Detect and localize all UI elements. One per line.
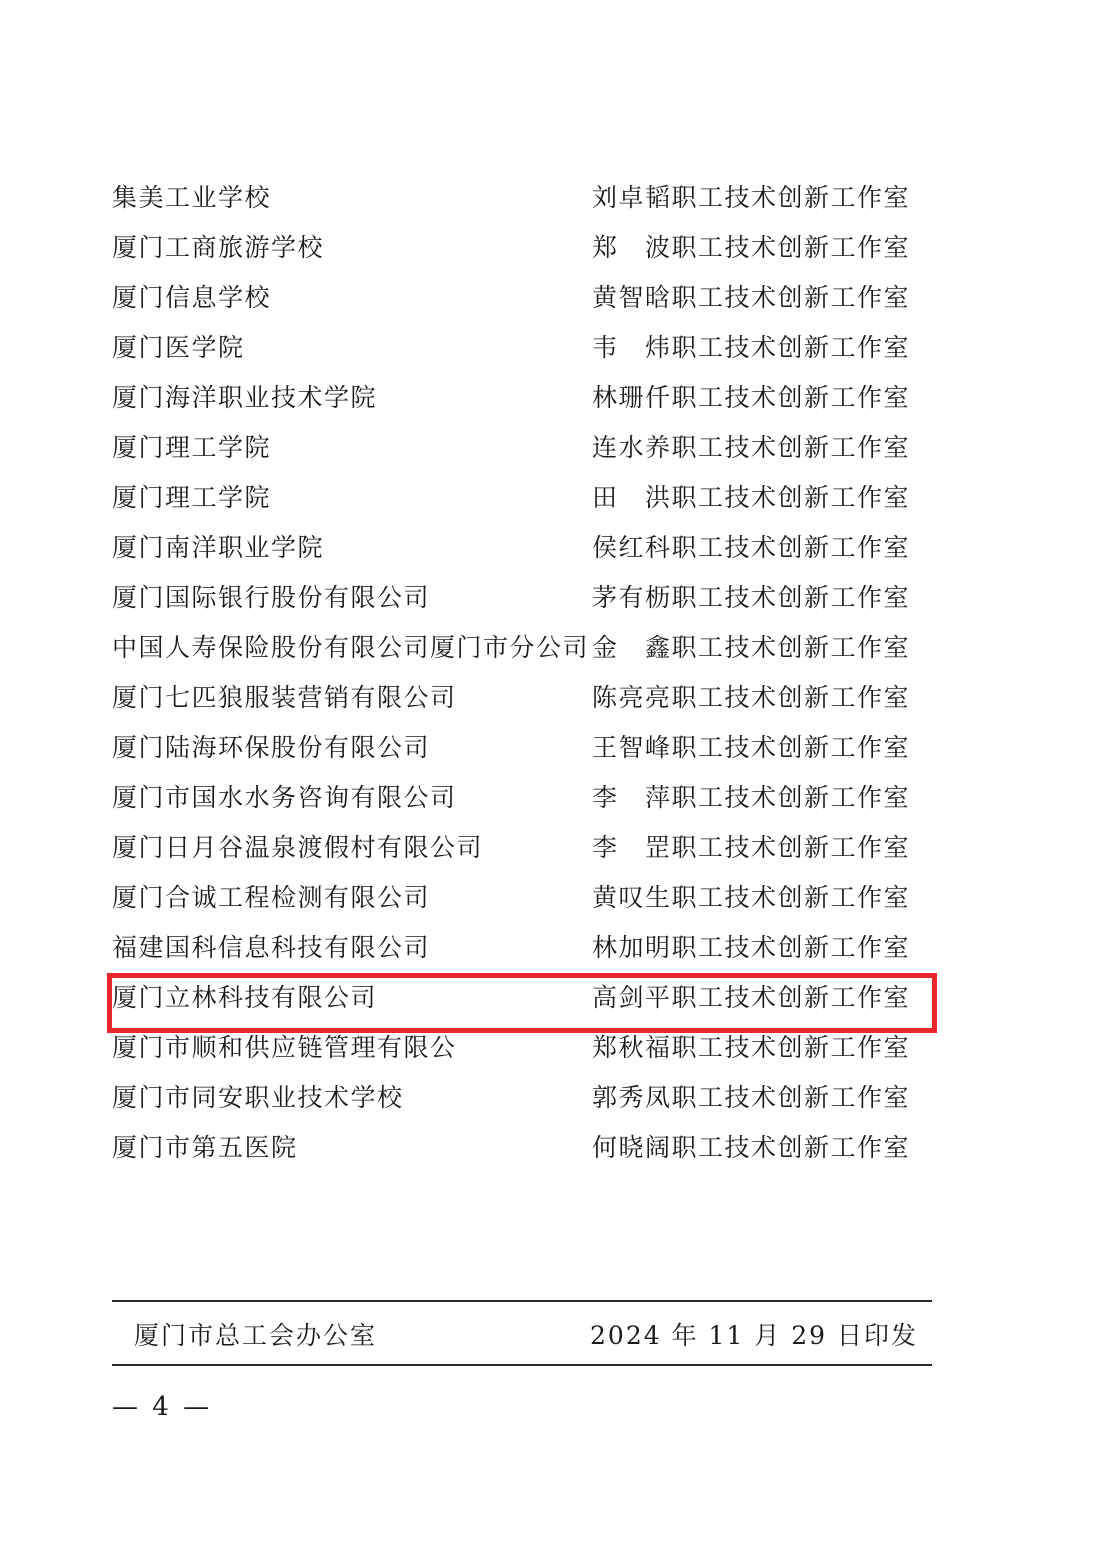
footer-issuer: 厦门市总工会办公室 [134, 1321, 378, 1350]
studio-name: 黄叹生职工技术创新工作室 [592, 883, 911, 912]
organization-name: 厦门立林科技有限公司 [112, 983, 378, 1012]
organization-name: 福建国科信息科技有限公司 [112, 933, 431, 962]
organization-name: 厦门南洋职业学院 [112, 533, 325, 562]
table-row [112, 628, 932, 678]
organization-name: 厦门海洋职业技术学院 [112, 383, 378, 412]
table-row [112, 778, 932, 828]
table-row [112, 378, 932, 428]
organization-name: 厦门信息学校 [112, 283, 272, 312]
studio-name: 郑 波职工技术创新工作室 [592, 233, 911, 262]
studio-name: 侯红科职工技术创新工作室 [592, 533, 911, 562]
organization-name: 厦门理工学院 [112, 483, 272, 512]
organization-name: 厦门市第五医院 [112, 1133, 298, 1162]
organization-name: 中国人寿保险股份有限公司厦门市分公司 [112, 633, 590, 662]
table-row [112, 678, 932, 728]
organization-name: 厦门市国水水务咨询有限公司 [112, 783, 457, 812]
document-footer [112, 1300, 932, 1366]
organization-name: 厦门国际银行股份有限公司 [112, 583, 431, 612]
studio-name: 茅有枥职工技术创新工作室 [592, 583, 911, 612]
page-number: — 4 — [112, 1392, 213, 1422]
studio-name: 郑秋福职工技术创新工作室 [592, 1033, 911, 1062]
table-row [112, 878, 932, 928]
organization-name: 厦门理工学院 [112, 433, 272, 462]
studio-name: 高剑平职工技术创新工作室 [592, 983, 911, 1012]
studio-name: 李 罡职工技术创新工作室 [592, 833, 911, 862]
table-row [112, 728, 932, 778]
table-row [112, 478, 932, 528]
studio-name: 金 鑫职工技术创新工作室 [592, 633, 911, 662]
studio-name: 林加明职工技术创新工作室 [592, 933, 911, 962]
studio-name: 陈亮亮职工技术创新工作室 [592, 683, 911, 712]
table-row [112, 328, 932, 378]
organization-name: 厦门工商旅游学校 [112, 233, 325, 262]
table-row [112, 178, 932, 228]
organization-name: 厦门医学院 [112, 333, 245, 362]
table-row [112, 978, 932, 1028]
table-row [112, 228, 932, 278]
studio-name: 王智峰职工技术创新工作室 [592, 733, 911, 762]
studio-name: 刘卓韬职工技术创新工作室 [592, 183, 911, 212]
table-row [112, 1078, 932, 1128]
studio-list [112, 178, 932, 1178]
footer-content [112, 1302, 932, 1364]
studio-name: 田 洪职工技术创新工作室 [592, 483, 911, 512]
organization-name: 厦门合诚工程检测有限公司 [112, 883, 431, 912]
table-row [112, 1128, 932, 1178]
table-row [112, 278, 932, 328]
table-row [112, 1028, 932, 1078]
studio-name: 郭秀凤职工技术创新工作室 [592, 1083, 911, 1112]
table-row [112, 428, 932, 478]
organization-name: 厦门陆海环保股份有限公司 [112, 733, 431, 762]
organization-name: 集美工业学校 [112, 183, 272, 212]
studio-name: 李 萍职工技术创新工作室 [592, 783, 911, 812]
studio-name: 黄智晗职工技术创新工作室 [592, 283, 911, 312]
studio-name: 韦 炜职工技术创新工作室 [592, 333, 911, 362]
table-row [112, 528, 932, 578]
studio-name: 林珊仟职工技术创新工作室 [592, 383, 911, 412]
footer-bottom-divider [112, 1364, 932, 1366]
table-row [112, 828, 932, 878]
organization-name: 厦门市同安职业技术学校 [112, 1083, 404, 1112]
organization-name: 厦门七匹狼服装营销有限公司 [112, 683, 457, 712]
studio-name: 何晓阔职工技术创新工作室 [592, 1133, 911, 1162]
table-row [112, 928, 932, 978]
studio-name: 连水养职工技术创新工作室 [592, 433, 911, 462]
organization-name: 厦门日月谷温泉渡假村有限公司 [112, 833, 484, 862]
footer-issue-date: 2024 年 11 月 29 日印发 [590, 1321, 918, 1350]
organization-name: 厦门市顺和供应链管理有限公 [112, 1033, 457, 1062]
table-row [112, 578, 932, 628]
